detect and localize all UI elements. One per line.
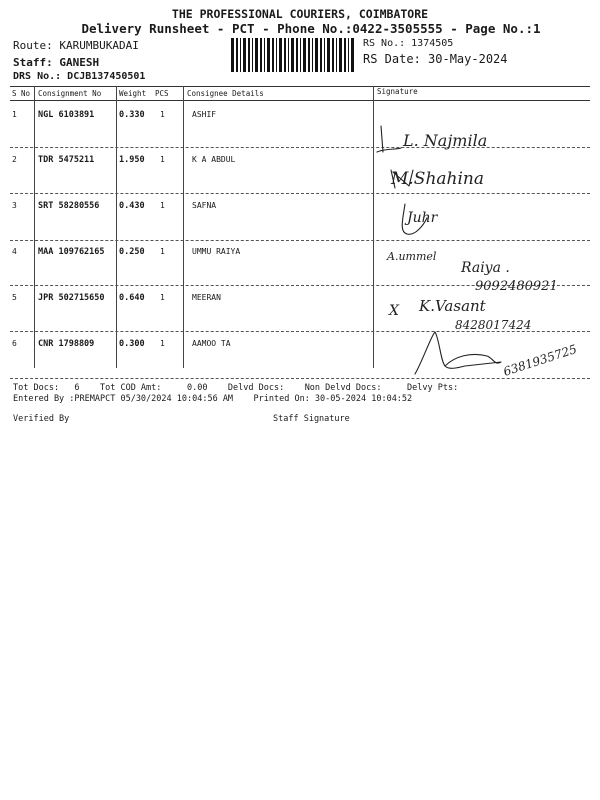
svg-text:9092480921: 9092480921 <box>475 279 558 294</box>
rs-number: RS No.: 1374505 <box>363 38 454 49</box>
svg-text:6381935725: 6381935725 <box>501 341 579 379</box>
row-sno: 3 <box>12 201 17 210</box>
row-consignment: JPR 502715650 <box>38 293 105 303</box>
row-weight: 0.300 <box>119 339 145 349</box>
row-weight: 1.950 <box>119 155 145 165</box>
row-pcs: 1 <box>160 247 165 256</box>
barcode-image <box>230 38 357 72</box>
company-title: THE PROFESSIONAL COURIERS, COIMBATORE <box>171 7 429 21</box>
svg-text:A.ummel: A.ummel <box>387 250 437 263</box>
row-consignee: K A ABDUL <box>192 155 236 164</box>
table-top-border <box>10 86 590 87</box>
header-signature: Signature <box>377 87 418 96</box>
header-consignment: Consignment No <box>38 89 102 98</box>
row-consignee: ASHIF <box>192 110 217 119</box>
row-pcs: 1 <box>160 293 165 302</box>
row-consignee: SAFNA <box>192 201 217 210</box>
runsheet-title: Delivery Runsheet - PCT - Phone No.:0422-3505555 - Page No.:1 <box>81 21 541 36</box>
drs-number: DRS No.: DCJB137450501 <box>13 71 146 82</box>
row-weight: 0.430 <box>119 201 145 211</box>
svg-text:L. Najmila: L. Najmila <box>403 131 488 150</box>
row-consignment: MAA 109762165 <box>38 247 105 257</box>
svg-text:M.Shahina: M.Shahina <box>391 169 485 189</box>
table-header-border <box>10 100 590 101</box>
row-weight: 0.250 <box>119 247 145 257</box>
row-consignment: CNR 1798809 <box>38 339 95 349</box>
entered-by-line: Entered By :PREMAPCT 05/30/2024 10:04:56 AM Printed On: 30-05-2024 10:04:52 <box>13 394 413 404</box>
column-divider <box>183 86 184 368</box>
row-pcs: 1 <box>160 201 165 210</box>
column-divider <box>34 86 35 368</box>
handwritten-signature-row6 <box>405 322 595 382</box>
svg-text:Juhr: Juhr <box>407 210 438 226</box>
row-consignment: TDR 5475211 <box>38 155 95 165</box>
row-sno: 1 <box>12 110 17 119</box>
svg-text:K.Vasant: K.Vasant <box>419 297 486 315</box>
row-consignment: SRT 58280556 <box>38 201 100 211</box>
svg-text:Raiya .: Raiya . <box>461 260 510 276</box>
row-sno: 6 <box>12 339 17 348</box>
svg-text:8428017424: 8428017424 <box>455 318 532 332</box>
header-consignee: Consignee Details <box>187 89 264 98</box>
totals-line: Tot Docs: 6 Tot COD Amt: 0.00 Delvd Docs: Non Delvd Docs: Delvy Pts: <box>13 383 459 393</box>
header-sno: S No <box>12 89 31 98</box>
row-consignee: UMMU RAIYA <box>192 247 241 256</box>
staff-signature-label: Staff Signature <box>273 414 350 424</box>
row-pcs: 1 <box>160 110 165 119</box>
row-consignee: AAMOO TA <box>192 339 231 348</box>
row-sno: 2 <box>12 155 17 164</box>
column-divider <box>116 86 117 368</box>
svg-text:X: X <box>389 303 399 319</box>
staff-label: Staff: GANESH <box>13 56 100 69</box>
row-consignee: MEERAN <box>192 293 221 302</box>
row-consignment: NGL 6103891 <box>38 110 95 120</box>
header-pcs: PCS <box>155 89 169 98</box>
row-weight: 0.330 <box>119 110 145 120</box>
route-label: Route: KARUMBUKADAI <box>13 39 139 52</box>
row-sno: 4 <box>12 247 17 256</box>
handwritten-signature-row1 <box>373 118 573 198</box>
rs-date: RS Date: 30-May-2024 <box>363 52 508 66</box>
row-weight: 0.640 <box>119 293 145 303</box>
row-sno: 5 <box>12 293 17 302</box>
row-pcs: 1 <box>160 155 165 164</box>
row-pcs: 1 <box>160 339 165 348</box>
verified-by-label: Verified By <box>13 414 70 424</box>
header-weight: Weight <box>119 89 147 98</box>
